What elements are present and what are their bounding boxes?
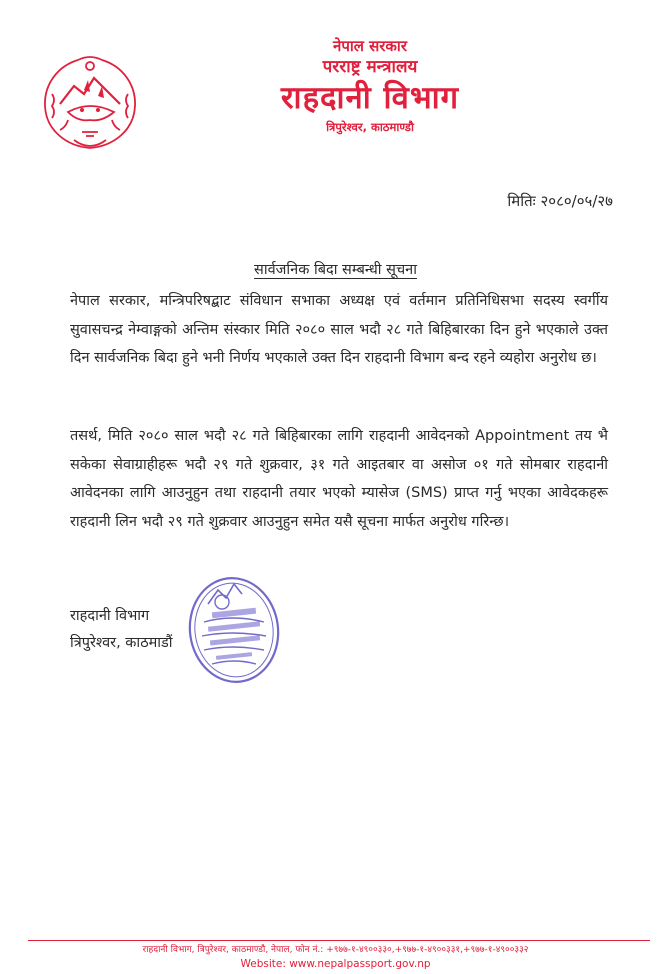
nepal-emblem-logo <box>38 52 142 156</box>
notice-subject <box>0 259 671 279</box>
footer-contact: राहदानी विभाग, त्रिपुरेश्वर, काठमाण्डौ, नेपाल, फोन नं.: +९७७-१-४९००३३०,+९७७-१-४९००३३१,+९७७-१-४९००३३२ <box>142 945 529 955</box>
signature-block <box>70 603 173 657</box>
notice-date: मितिः २०८०/०५/२७ <box>507 192 613 210</box>
letter-footer <box>0 944 671 971</box>
footer-divider <box>28 940 650 941</box>
letterhead <box>200 36 540 136</box>
government-name: नेपाल सरकार <box>333 37 407 55</box>
signature-office: राहदानी विभाग <box>70 608 150 624</box>
signature-location: त्रिपुरेश्वर, काठमाडौं <box>70 635 173 651</box>
subject-text: सार्वजनिक बिदा सम्बन्धी सूचना <box>254 262 417 278</box>
body-paragraph-2: तसर्थ, मिति २०८० साल भदौ २८ गते बिहिबारका लागि राहदानी आवेदनको Appointment तय भै सकेका सेवाग्राहीहरू भदौ २९ गते शुक्रवार, ३१ गते आइतबार वा असोज ०१ गते सोमबार राहदानी आवेदनका लागि आउनुहुन तथा राहदानी तयार भएको म्यासेज (SMS) प्राप्त गर्नु भएका आवेदकहरू राहदानी लिन भदौ २९ गते शुक्रवार आउनुहुन समेत यसै सूचना मार्फत अनुरोध गरिन्छ। <box>70 428 608 530</box>
body-paragraph-1: नेपाल सरकार, मन्त्रिपरिषद्बाट संविधान सभाका अध्यक्ष एवं वर्तमान प्रतिनिधिसभा सदस्य स्वर्गीय सुवासचन्द्र नेम्वाङ्गको अन्तिम संस्कार मिति २०८० साल भदौ २८ गते बिहिबारका दिन हुने भएकाले उक्त दिन सार्वजनिक बिदा हुने भनी निर्णय भएकाले उक्त दिन राहदानी विभाग बन्द रहने व्यहोरा अनुरोध छ। <box>70 293 608 366</box>
official-stamp-seal <box>182 570 286 690</box>
office-location: त्रिपुरेश्वर, काठमाण्डौ <box>326 120 414 134</box>
ministry-name: परराष्ट्र मन्त्रालय <box>322 57 418 77</box>
department-name: राहदानी विभाग <box>280 80 460 116</box>
footer-website: Website: www.nepalpassport.gov.np <box>240 958 431 970</box>
